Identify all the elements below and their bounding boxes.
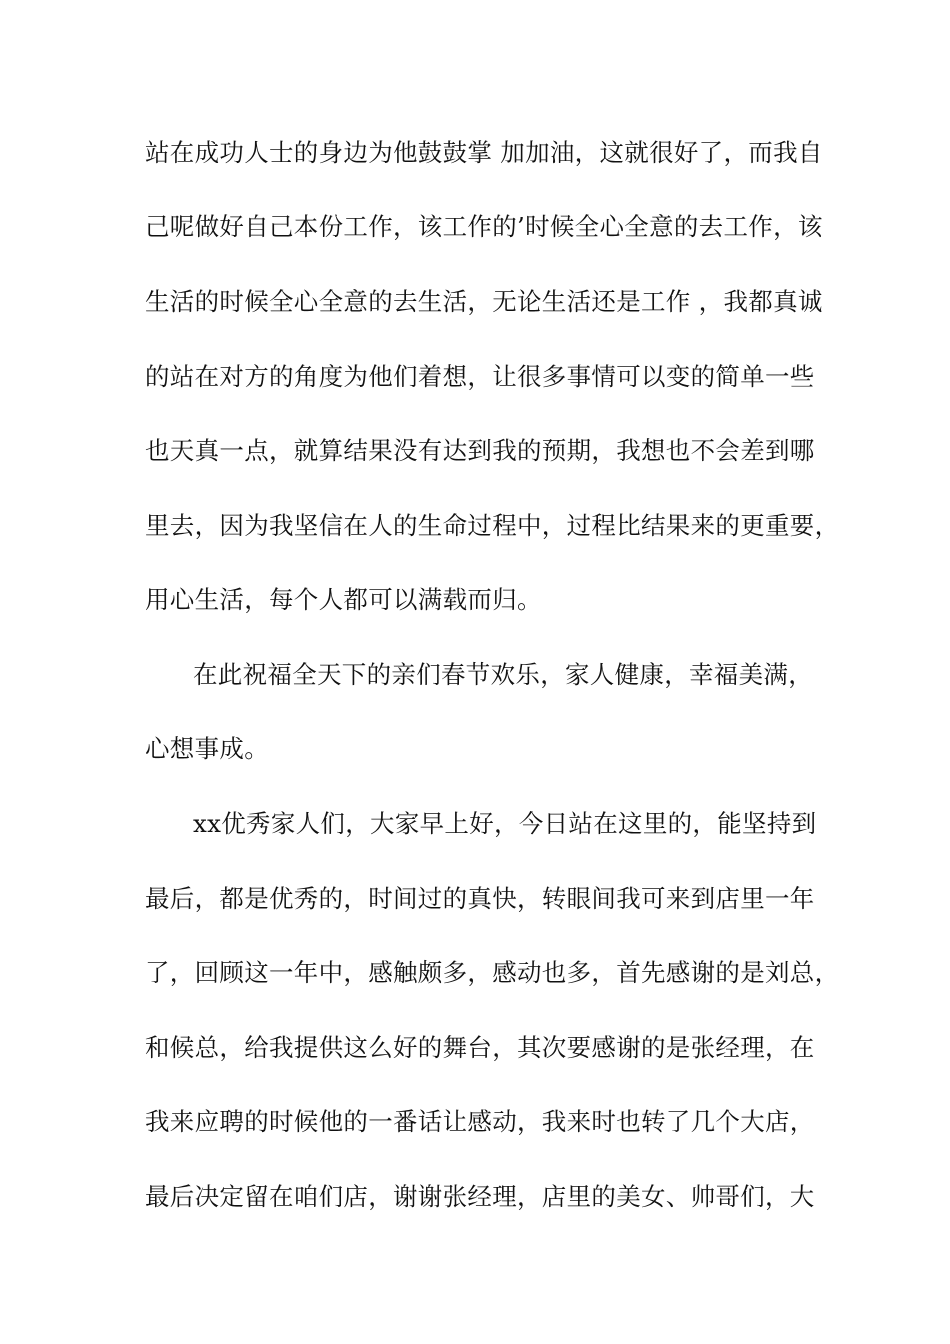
text-line: 己呢做好自己本份工作，该工作的’时候全心全意的去工作，该 [145, 212, 823, 241]
text-line: 心想事成。 [145, 734, 269, 763]
text-line: 最后，都是优秀的，时间过的真快，转眼间我可来到店里一年 [145, 884, 815, 913]
text-line: 了，回顾这一年中，感触颇多，感动也多，首先感谢的是刘总， [145, 958, 840, 987]
text-line: 生活的时候全心全意的去生活，无论生活还是工作 ，我都真诚 [145, 287, 823, 316]
text-line: 用心生活，每个人都可以满载而归。 [145, 585, 542, 614]
text-line: 也天真一点，就算结果没有达到我的预期，我想也不会差到哪 [145, 436, 815, 465]
text-line: 里去，因为我坚信在人的生命过程中，过程比结果来的更重要， [145, 511, 840, 540]
paragraph-first-line: xx优秀家人们，大家早上好，今日站在这里的，能坚持到 [193, 809, 817, 838]
paragraph-first-line: 在此祝福全天下的亲们春节欢乐，家人健康，幸福美满， [193, 660, 813, 689]
text-line: 我来应聘的时候他的一番话让感动，我来时也转了几个大店， [145, 1107, 815, 1136]
text-line: 站在成功人士的身边为他鼓鼓掌 加加油，这就很好了，而我自 [145, 138, 823, 167]
text-line: 的站在对方的角度为他们着想，让很多事情可以变的简单一些 [145, 362, 815, 391]
text-line: 最后决定留在咱们店，谢谢张经理，店里的美女、帅哥们，大 [145, 1182, 815, 1211]
text-line: 和候总，给我提供这么好的舞台，其次要感谢的是张经理，在 [145, 1033, 815, 1062]
